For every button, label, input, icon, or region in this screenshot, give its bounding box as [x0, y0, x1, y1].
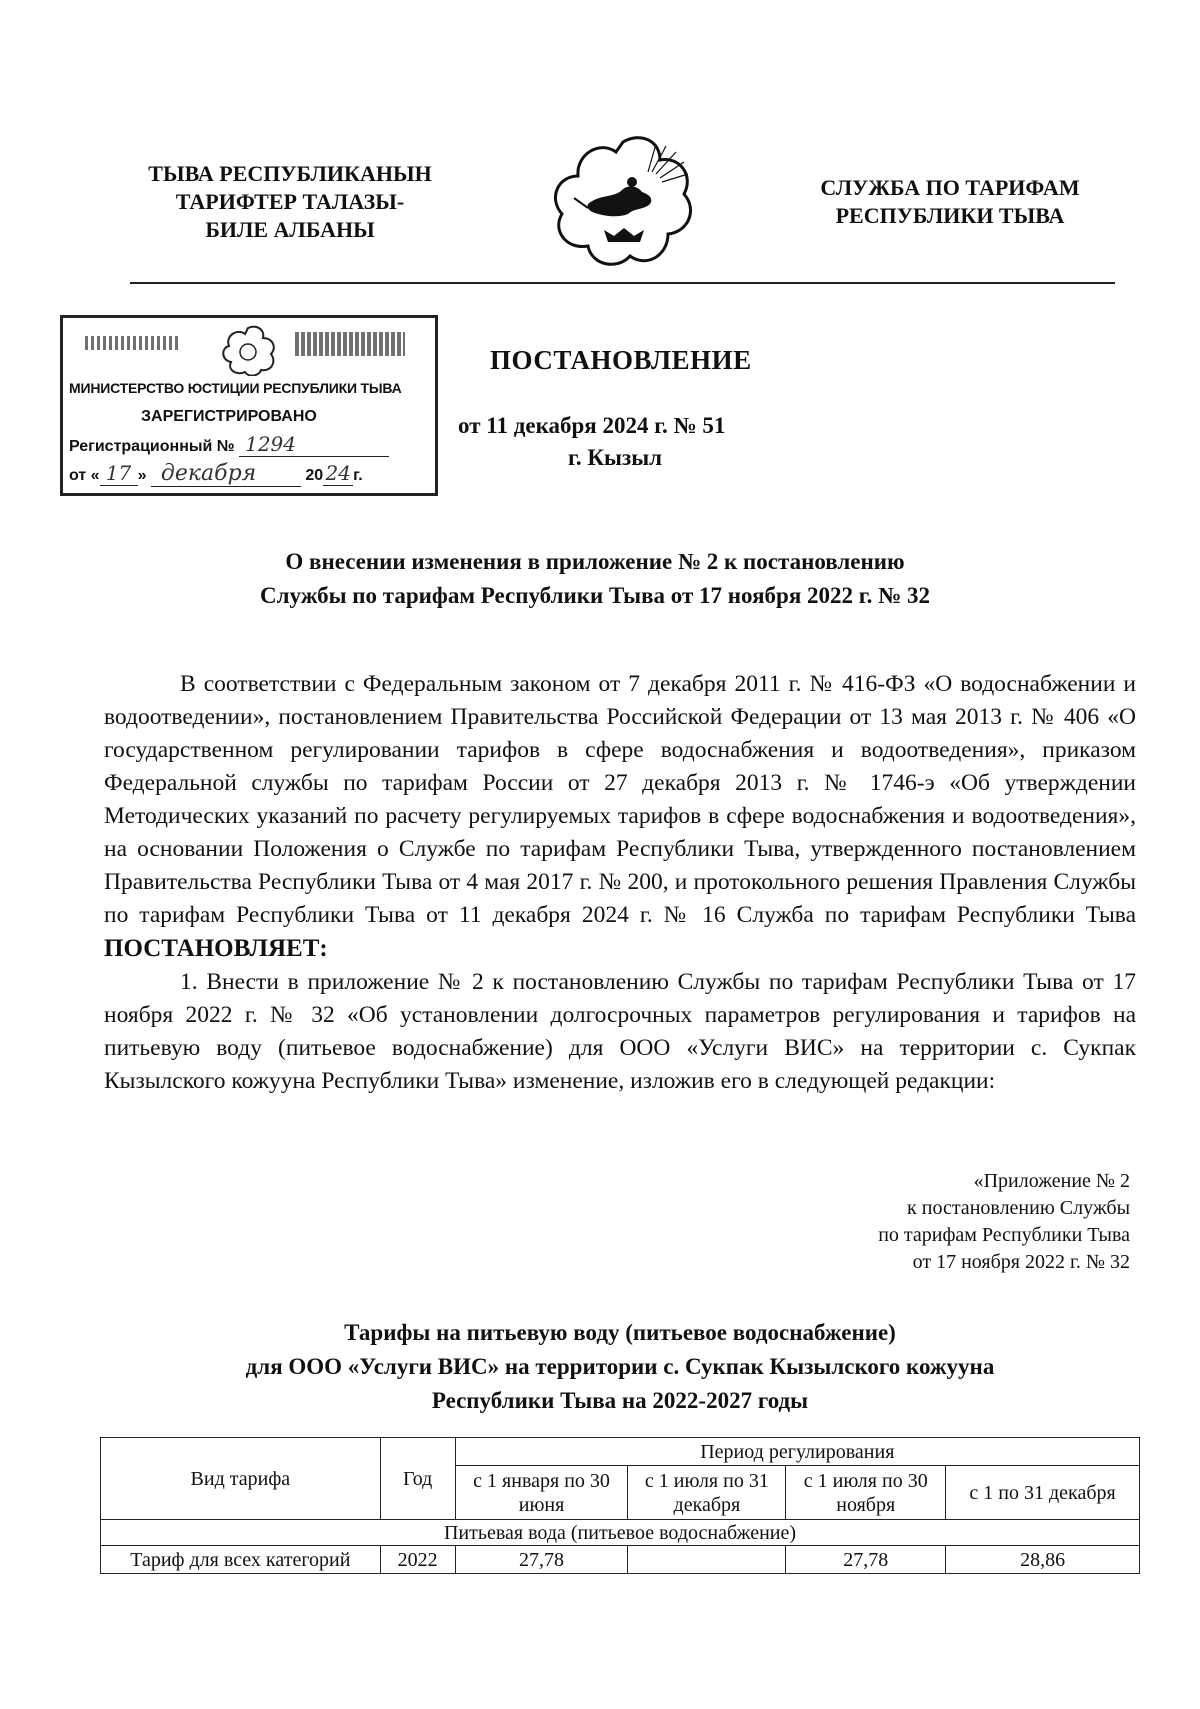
body-paragraph-2: 1. Внести в приложение № 2 к постановлению Службы по тарифам Республики Тыва от 17 ноября 2022 г. № 32 «Об установлении долгосрочных параметров регулирования и тарифов на питьевую воду (питьевое водоснабжение) для ООО «Услуги ВИС» на территории с. Сукпак Кызылского кожууна Республики Тыва» изменение, изложив его в следующей редакции: [104, 969, 1136, 1094]
stamp-date-month [151, 461, 301, 487]
header-divider [130, 282, 1115, 284]
stamp-date [69, 461, 363, 487]
cell-type: Тариф для всех категорий [101, 1546, 381, 1574]
decree-city: г. Кызыл [568, 445, 663, 470]
stamp-day-handwritten: 17 [105, 461, 132, 485]
stamp-reg-handwritten: 1294 [245, 432, 296, 456]
cell-year: 2022 [380, 1546, 455, 1574]
body-paragraph-1-text: В соответствии с Федеральным законом от 7 декабря 2011 г. № 416-ФЗ «О водоснабжении и водоотведении», постановлением Правительства Российской Федерации от 13 мая 2013 г. № 406 «О государственном регулировании тарифов в сфере водоснабжения и водоотведения», приказом Федеральной службы по тарифам России от 27 декабря 2013 г. № 1746-э «Об утверждении Методических указаний по расчету регулируемых тарифов в сфере водоснабжения и водоотведения», на основании Положения о Службе по тарифам Республики Тыва, утвержденного постановлением Правительства Республики Тыва от 4 мая 2017 г. № 200, и протокольного решения Правления Службы по тарифам Республики Тыва от 11 декабря 2024 г. № 16 Служба по тарифам Республики Тыва [104, 671, 1136, 928]
header-left-line: ТЫВА РЕСПУБЛИКАНЫН [148, 161, 432, 186]
header-left-line: ТАРИФТЕР ТАЛАЗЫ- [175, 189, 405, 214]
stamp-date-year [323, 461, 353, 486]
stamp-smudge-right [295, 332, 405, 356]
stamp-date-mid: » [137, 467, 147, 484]
appendix-line: по тарифам Республики Тыва [878, 1224, 1130, 1246]
stamp-year-prefix: 20 [305, 467, 324, 484]
stamp-date-suffix: г. [353, 467, 363, 484]
decree-subject [150, 545, 1040, 613]
stamp-reg-label: Регистрационный № [69, 438, 235, 455]
header-right-line: РЕСПУБЛИКИ ТЫВА [835, 203, 1065, 228]
tariff-title [100, 1316, 1140, 1418]
period-header: с 1 июля по 30 ноября [786, 1466, 946, 1520]
table-section-label: Питьевая вода (питьевое водоснабжение) [101, 1520, 1140, 1546]
header-left-line: БИЛЕ АЛБАНЫ [205, 217, 375, 242]
stamp-emblem-icon [213, 324, 283, 376]
header-right-line: СЛУЖБА ПО ТАРИФАМ [820, 175, 1080, 200]
table-row [101, 1546, 1140, 1574]
header-right-org [800, 174, 1100, 230]
table-section-row [101, 1520, 1140, 1546]
tariff-title-line: для ООО «Услуги ВИС» на территории с. Сукпак Кызылского кожууна [245, 1354, 995, 1379]
table-header-row [101, 1438, 1140, 1466]
stamp-ministry: МИНИСТЕРСТВО ЮСТИЦИИ РЕСПУБЛИКИ ТЫВА [69, 380, 402, 396]
coat-of-arms-emblem-icon [548, 132, 698, 272]
cell-period-3: 27,78 [786, 1546, 946, 1574]
cell-period-1: 27,78 [455, 1546, 628, 1574]
subject-line: Службы по тарифам Республики Тыва от 17 ноября 2022 г. № 32 [260, 583, 930, 608]
col-header-year: Год [380, 1438, 455, 1520]
period-header: с 1 января по 30 июня [455, 1466, 628, 1520]
stamp-date-prefix: от « [69, 467, 100, 484]
col-header-type: Вид тарифа [101, 1438, 381, 1520]
cell-period-2 [628, 1546, 786, 1574]
col-header-period: Период регулирования [455, 1438, 1139, 1466]
stamp-smudge-left [85, 336, 181, 350]
stamp-registered: ЗАРЕГИСТРИРОВАНО [141, 408, 317, 425]
decree-date-number: от 11 декабря 2024 г. № 51 [458, 413, 726, 438]
body-paragraph-1 [104, 668, 1136, 966]
subject-line: О внесении изменения в приложение № 2 к постановлению [285, 549, 905, 574]
period-header: с 1 по 31 декабря [946, 1466, 1140, 1520]
registration-stamp [60, 315, 438, 496]
decree-body [104, 668, 1136, 1098]
appendix-line: к постановлению Службы [907, 1197, 1130, 1219]
cell-period-4: 28,86 [946, 1546, 1140, 1574]
appendix-reference [750, 1168, 1130, 1276]
tariff-title-line: Республики Тыва на 2022-2027 годы [431, 1388, 809, 1413]
stamp-reg-number [69, 432, 389, 457]
appendix-line: «Приложение № 2 [973, 1170, 1130, 1192]
decree-title: ПОСТАНОВЛЕНИЕ [490, 345, 752, 375]
stamp-date-day [100, 461, 138, 486]
header-left-org [140, 160, 440, 244]
stamp-month-handwritten: декабря [160, 461, 257, 486]
tariff-title-line: Тарифы на питьевую воду (питьевое водоснабжение) [344, 1320, 896, 1345]
tariff-table [100, 1437, 1140, 1574]
stamp-year-handwritten: 24 [325, 461, 351, 485]
period-header: с 1 июля по 31 декабря [628, 1466, 786, 1520]
appendix-line: от 17 ноября 2022 г. № 32 [912, 1251, 1130, 1273]
stamp-reg-value [239, 432, 389, 457]
body-resolves: ПОСТАНОВЛЯЕТ: [104, 935, 328, 962]
